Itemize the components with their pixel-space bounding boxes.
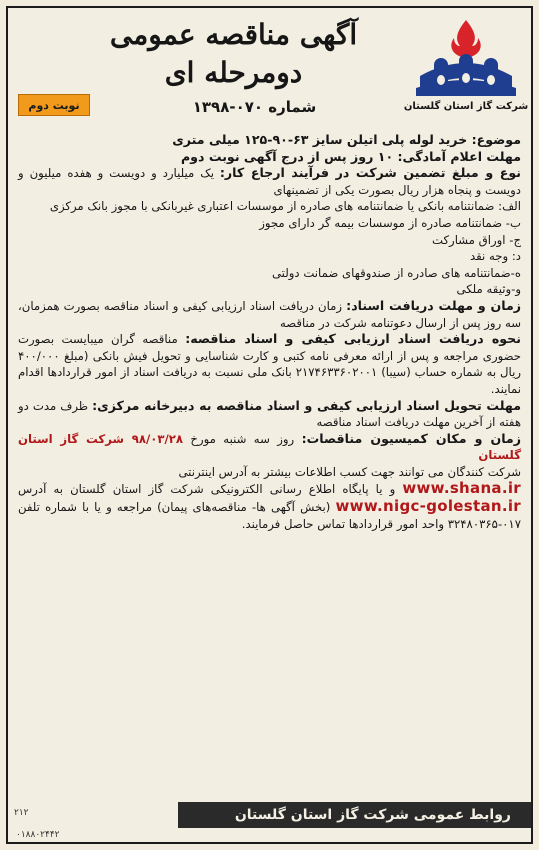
guarantee-item-c: ج- اوراق مشارکت [432,232,521,247]
subject-line: موضوع: خرید لوله پلی اتیلن سایز ۶۳-۹۰-۱۲۵ میلی متری [172,132,521,147]
method-label: نحوه دریافت اسناد ارزیابی کیفی و اسناد مناقصه: [185,331,521,347]
gas-flame-logo-icon [410,16,522,100]
company-logo [403,16,529,116]
commission-text: روز سه شنبه مورخ [183,431,302,446]
guarantee-item-d: د: وجه نقد [469,249,521,264]
notice-footer [8,802,531,842]
deadline-line: مهلت اعلام آمادگی: ۱۰ روز پس از درج آگهی نوبت دوم [180,148,521,164]
method-text: مناقصه گران میبایست بصورت حضوری مراجعه و پس از ارائه معرفی نامه کتبی و کارت شناسایی و تحویل فیش بانکی (مبلغ ۴۰۰/۰۰۰ ریال به شماره حساب (سیبا) ۲۱۷۴۶۳۳۶۰۲۰۰۱ بانک ملی نسبت به دریافت اسناد از امور قراردادها اقدام نمایند. [18,332,521,396]
receive-paragraph [18,298,521,331]
delivery-paragraph [18,398,521,431]
receive-text: زمان دریافت اسناد ارزیابی کیفی و اسناد مناقصه بصورت همزمان، سه روز پس از ارسال دعوتنامه شرکت در مناقصه [18,298,521,330]
round-badge: نوبت دوم [18,94,90,116]
delivery-label: مهلت تحویل اسناد ارزیابی کیفی و اسناد مناقصه به دبیرخانه مرکزی: [92,397,521,413]
info-text-2: و یا پایگاه اطلاع رسانی الکترونیکی شرکت گاز استان گلستان به آدرس [18,482,403,497]
notice-frame [6,6,533,844]
info-paragraph [18,464,521,532]
notice-number: شماره ۰۷۰-۱۳۹۸ [192,98,317,116]
notice-header [8,8,531,126]
logo-caption: شرکت گاز استان گلستان [403,101,529,112]
guarantee-text: یک میلیارد و دویست و هفده میلیون و دویست و پنجاه هزار ریال بصورت یکی از تضمینهای [18,166,521,197]
delivery-text: ظرف مدت دو هفته از آخرین مهلت دریافت اسناد مناقصه [18,398,521,430]
guarantee-label: نوع و مبلغ تضمین شرکت در فرآیند ارجاع کار: [219,165,521,181]
receive-label: زمان و مهلت دریافت اسناد: [346,297,521,313]
method-paragraph [18,331,521,397]
notice-subtitle: دومرحله ای [164,56,303,89]
nigc-golestan-link[interactable]: www.nigc-golestan.ir [335,497,521,516]
commission-paragraph [18,431,521,464]
guarantee-paragraph [18,165,521,198]
commission-label: زمان و مکان کمیسیون مناقصات: [301,430,521,446]
guarantee-item-b: ب- ضمانتنامه صادره از موسسات بیمه گر دارای مجوز [259,215,521,230]
shana-link[interactable]: www.shana.ir [402,479,521,498]
commission-date-place: ۹۸/۰۳/۲۸ شرکت گاز استان گلستان [18,431,521,463]
guarantee-item-e: ه-ضمانتنامه های صادره از صندوقهای ضمانت دولتی [271,265,521,280]
footer-code: ۰۱۸۸۰۲۴۴۲ [16,830,60,840]
notice-title: آگهی مناقصه عمومی [109,18,358,51]
info-text: شرکت کنندگان می توانند جهت کسب اطلاعات بیشتر به آدرس اینترنتی [178,464,521,479]
guarantee-item-f: و-وثیقه ملکی [456,282,521,297]
notice-body [18,132,521,532]
public-relations-bar: روابط عمومی شرکت گاز استان گلستان [178,802,531,828]
footer-page-number: ۲۱۲ [14,808,29,818]
guarantee-item-a: الف: ضمانتنامه بانکی یا ضمانتنامه های صادره از موسسات اعتباری غیربانکی با مجوز بانک مرکزی [49,199,521,214]
info-text-3: (بخش آگهی ها- مناقصه‌های پیمان) مراجعه و یا با شماره تلفن ۰۱۷-۳۲۴۸۰۳۶۵ واحد امور قراردادها تماس حاصل فرمایند. [18,500,521,531]
